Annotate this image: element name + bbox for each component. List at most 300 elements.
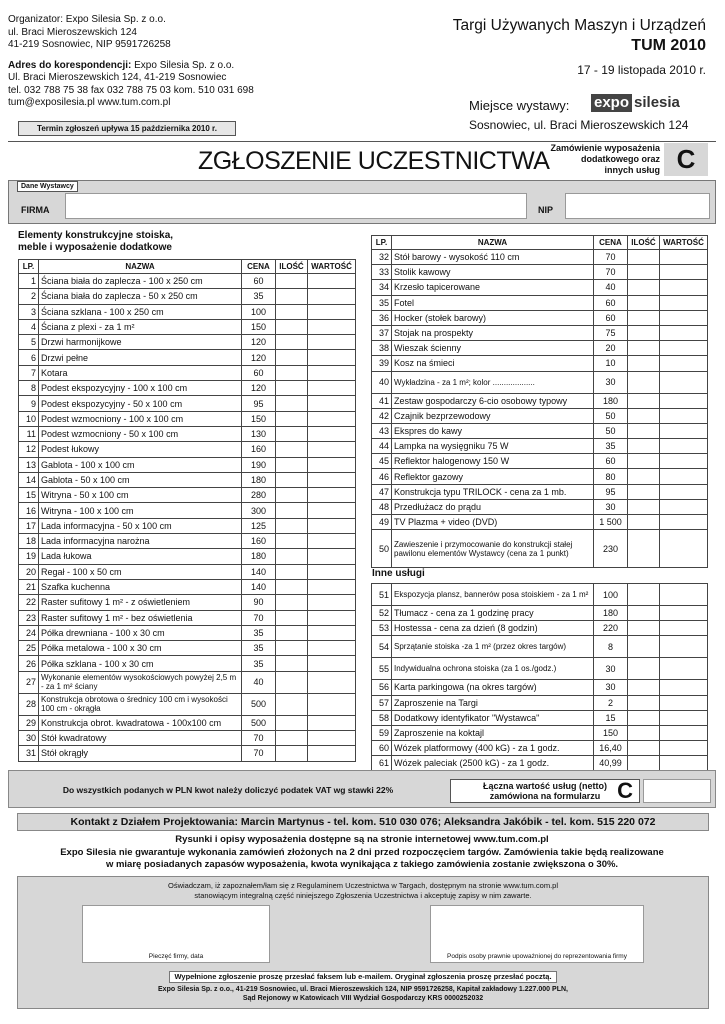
row-name: Zestaw gospodarczy 6-cio osobowy typowy — [392, 393, 594, 408]
row-lp: 27 — [19, 671, 39, 693]
row-lp: 39 — [372, 356, 392, 371]
row-price: 8 — [594, 636, 628, 658]
row-qty-input[interactable] — [628, 725, 660, 740]
header-value: WARTOŚĆ — [308, 260, 356, 274]
row-lp: 8 — [19, 381, 39, 396]
row-name: Zaproszenie na koktajl — [392, 725, 594, 740]
row-name: Ściana z plexi - za 1 m² — [39, 319, 242, 334]
row-value-input[interactable] — [308, 595, 356, 610]
row-qty-input[interactable] — [628, 499, 660, 514]
row-qty-input[interactable] — [276, 503, 308, 518]
row-value-input[interactable] — [660, 371, 708, 393]
right-table-header — [372, 236, 708, 250]
row-lp: 58 — [372, 710, 392, 725]
left-title-line2: meble i wyposażenie dodatkowe — [18, 242, 172, 253]
row-price: 15 — [594, 710, 628, 725]
row-name: Raster sufitowy 1 m² - z oświetleniem — [39, 595, 242, 610]
row-price: 70 — [594, 250, 628, 265]
row-qty-input[interactable] — [628, 310, 660, 325]
header-lp: LP. — [372, 236, 392, 250]
row-qty-input[interactable] — [628, 515, 660, 530]
row-qty-input[interactable] — [276, 610, 308, 625]
row-qty-input[interactable] — [276, 488, 308, 503]
row-value-input[interactable] — [660, 515, 708, 530]
row-price: 50 — [594, 408, 628, 423]
row-name: Konstrukcja obrotowa o średnicy 100 cm i wysokości 100 cm - okrągła — [39, 693, 242, 715]
row-lp: 20 — [19, 564, 39, 579]
row-qty-input[interactable] — [628, 756, 660, 771]
row-name: Wózek paleciak (2500 kG) - za 1 godz. — [392, 756, 594, 771]
table-row — [19, 472, 356, 487]
table-row — [19, 579, 356, 594]
row-qty-input[interactable] — [628, 454, 660, 469]
table-row — [372, 393, 708, 408]
row-value-input[interactable] — [660, 295, 708, 310]
row-price: 60 — [594, 295, 628, 310]
table-row — [19, 304, 356, 319]
company-info — [18, 985, 708, 1003]
row-lp: 24 — [19, 625, 39, 640]
row-qty-input[interactable] — [276, 426, 308, 441]
row-value-input[interactable] — [660, 393, 708, 408]
table-row — [19, 671, 356, 693]
row-value-input[interactable] — [308, 472, 356, 487]
row-qty-input[interactable] — [628, 371, 660, 393]
row-qty-input[interactable] — [628, 636, 660, 658]
row-lp: 10 — [19, 411, 39, 426]
row-value-input[interactable] — [660, 695, 708, 710]
row-value-input[interactable] — [308, 304, 356, 319]
table-row — [19, 488, 356, 503]
row-name: Witryna - 50 x 100 cm — [39, 488, 242, 503]
row-value-input[interactable] — [660, 356, 708, 371]
header-qty: ILOŚĆ — [276, 260, 308, 274]
row-qty-input[interactable] — [276, 564, 308, 579]
row-name: Ściana szklana - 100 x 250 cm — [39, 304, 242, 319]
event-name: TUM 2010 — [631, 37, 706, 54]
table-row — [19, 731, 356, 746]
table-row — [19, 595, 356, 610]
row-value-input[interactable] — [308, 746, 356, 761]
total-value-input[interactable] — [643, 779, 711, 803]
table-row — [372, 310, 708, 325]
row-name: Półka drewniana - 100 x 30 cm — [39, 625, 242, 640]
row-qty-input[interactable] — [276, 746, 308, 761]
table-row — [372, 423, 708, 438]
row-value-input[interactable] — [308, 579, 356, 594]
row-name: Reflektor gazowy — [392, 469, 594, 484]
table-row — [372, 695, 708, 710]
row-value-input[interactable] — [660, 725, 708, 740]
row-lp: 49 — [372, 515, 392, 530]
row-qty-input[interactable] — [628, 741, 660, 756]
event-dates: 17 - 19 listopada 2010 r. — [577, 63, 706, 77]
row-value-input[interactable] — [660, 741, 708, 756]
row-lp: 56 — [372, 680, 392, 695]
row-value-input[interactable] — [660, 341, 708, 356]
header-lp: LP. — [19, 260, 39, 274]
row-qty-input[interactable] — [276, 457, 308, 472]
row-value-input[interactable] — [660, 439, 708, 454]
row-price: 70 — [594, 265, 628, 280]
row-value-input[interactable] — [308, 549, 356, 564]
row-lp: 9 — [19, 396, 39, 411]
row-qty-input[interactable] — [628, 584, 660, 606]
row-name: Stojak na prospekty — [392, 325, 594, 340]
row-value-input[interactable] — [308, 564, 356, 579]
row-value-input[interactable] — [308, 350, 356, 365]
row-lp: 45 — [372, 454, 392, 469]
row-value-input[interactable] — [660, 636, 708, 658]
row-price: 35 — [242, 289, 276, 304]
row-qty-input[interactable] — [628, 658, 660, 680]
row-lp: 26 — [19, 656, 39, 671]
row-qty-input[interactable] — [628, 710, 660, 725]
row-value-input[interactable] — [660, 310, 708, 325]
row-price: 120 — [242, 335, 276, 350]
row-qty-input[interactable] — [276, 579, 308, 594]
row-qty-input[interactable] — [276, 442, 308, 457]
row-lp: 43 — [372, 423, 392, 438]
row-value-input[interactable] — [308, 365, 356, 380]
row-lp: 41 — [372, 393, 392, 408]
row-name: Czajnik bezprzewodowy — [392, 408, 594, 423]
row-value-input[interactable] — [308, 534, 356, 549]
row-price: 230 — [594, 530, 628, 568]
table-row — [372, 356, 708, 371]
header-qty: ILOŚĆ — [628, 236, 660, 250]
row-qty-input[interactable] — [628, 295, 660, 310]
row-value-input[interactable] — [308, 671, 356, 693]
row-price: 95 — [242, 396, 276, 411]
row-value-input[interactable] — [660, 469, 708, 484]
row-qty-input[interactable] — [276, 731, 308, 746]
row-qty-input[interactable] — [628, 341, 660, 356]
table-row — [19, 381, 356, 396]
corr-street: Ul. Braci Mieroszewskich 124, 41-219 Sosnowiec — [8, 72, 227, 83]
row-price: 150 — [242, 411, 276, 426]
row-name: Konstrukcja obrot. kwadratowa - 100x100 cm — [39, 715, 242, 730]
totals-section — [8, 770, 716, 808]
row-value-input[interactable] — [660, 621, 708, 636]
row-price: 220 — [594, 621, 628, 636]
row-value-input[interactable] — [308, 503, 356, 518]
venue-address: Sosnowiec, ul. Braci Mieroszewskich 124 — [469, 118, 689, 132]
corr-phones: tel. 032 788 75 38 fax 032 788 75 03 kom. 510 031 698 — [8, 84, 254, 96]
total-line2: zamówiona na formularzu — [489, 791, 601, 801]
row-qty-input[interactable] — [276, 274, 308, 289]
firm-label: FIRMA — [21, 205, 50, 215]
row-name: Lada informacyjna narożna — [39, 534, 242, 549]
row-qty-input[interactable] — [628, 621, 660, 636]
corr-value: Expo Silesia Sp. z o.o. — [134, 59, 235, 71]
table-row — [372, 408, 708, 423]
row-name: Stół okrągły — [39, 746, 242, 761]
header-price: CENA — [594, 236, 628, 250]
note-guarantee: Expo Silesia nie gwarantuje wykonania zamówień złożonych na 2 dni przed rozpoczęciem targów. Zamówienia takie będą realizowane — [60, 846, 664, 858]
row-qty-input[interactable] — [628, 265, 660, 280]
row-lp: 54 — [372, 636, 392, 658]
row-price: 140 — [242, 564, 276, 579]
row-name: Indywidualna ochrona stoiska (za 1 os./godz.) — [392, 658, 594, 680]
row-value-input[interactable] — [660, 250, 708, 265]
row-name: Tłumacz - cena za 1 godzinę pracy — [392, 606, 594, 621]
row-name: Lada informacyjna - 50 x 100 cm — [39, 518, 242, 533]
table-row — [19, 426, 356, 441]
signature-field[interactable] — [430, 905, 644, 963]
row-value-input[interactable] — [660, 325, 708, 340]
contact-bar: Kontakt z Działem Projektowania: Marcin Martynus - tel. kom. 510 030 076; Aleksandra Jakóbik - tel. kom. 515 220 072 — [17, 813, 709, 831]
row-name: Hostessa - cena za dzień (8 godzin) — [392, 621, 594, 636]
row-qty-input[interactable] — [276, 715, 308, 730]
row-value-input[interactable] — [308, 457, 356, 472]
row-qty-input[interactable] — [276, 365, 308, 380]
row-value-input[interactable] — [660, 423, 708, 438]
table-row — [372, 606, 708, 621]
table-row — [19, 365, 356, 380]
row-price: 35 — [242, 625, 276, 640]
row-lp: 38 — [372, 341, 392, 356]
row-value-input[interactable] — [308, 715, 356, 730]
row-value-input[interactable] — [660, 658, 708, 680]
row-qty-input[interactable] — [276, 518, 308, 533]
row-value-input[interactable] — [660, 756, 708, 771]
row-lp: 50 — [372, 530, 392, 568]
row-name: Regał - 100 x 50 cm — [39, 564, 242, 579]
firm-input[interactable] — [65, 193, 527, 219]
row-name: Reflektor halogenowy 150 W — [392, 454, 594, 469]
right-items-table — [371, 235, 708, 568]
row-value-input[interactable] — [660, 484, 708, 499]
row-qty-input[interactable] — [276, 350, 308, 365]
row-price: 70 — [242, 610, 276, 625]
row-value-input[interactable] — [660, 680, 708, 695]
left-items-table — [18, 259, 356, 762]
row-price: 60 — [594, 454, 628, 469]
row-value-input[interactable] — [308, 656, 356, 671]
row-name: Stolik kawowy — [392, 265, 594, 280]
row-name: Ekspres do kawy — [392, 423, 594, 438]
row-name: Przedłużacz do prądu — [392, 499, 594, 514]
table-row — [372, 439, 708, 454]
header-value: WARTOŚĆ — [660, 236, 708, 250]
table-row — [19, 715, 356, 730]
row-price: 75 — [594, 325, 628, 340]
row-lp: 61 — [372, 756, 392, 771]
subtitle-line1: Zamówienie wyposażenia — [550, 143, 660, 153]
row-price: 1 500 — [594, 515, 628, 530]
row-value-input[interactable] — [308, 335, 356, 350]
table-row — [372, 515, 708, 530]
row-name: Ściana biała do zaplecza - 100 x 250 cm — [39, 274, 242, 289]
row-price: 30 — [594, 680, 628, 695]
row-lp: 16 — [19, 503, 39, 518]
row-qty-input[interactable] — [276, 625, 308, 640]
row-lp: 18 — [19, 534, 39, 549]
nip-label: NIP — [538, 205, 554, 215]
row-name: Dodatkowy identyfikator "Wystawca" — [392, 710, 594, 725]
table-row — [372, 341, 708, 356]
stamp-label: Pieczęć firmy, data — [148, 953, 204, 960]
row-value-input[interactable] — [308, 381, 356, 396]
row-value-input[interactable] — [660, 710, 708, 725]
row-value-input[interactable] — [308, 319, 356, 334]
row-qty-input[interactable] — [628, 695, 660, 710]
row-qty-input[interactable] — [276, 656, 308, 671]
row-name: Stół kwadratowy — [39, 731, 242, 746]
row-price: 150 — [594, 725, 628, 740]
row-qty-input[interactable] — [276, 304, 308, 319]
row-qty-input[interactable] — [276, 671, 308, 693]
row-value-input[interactable] — [660, 265, 708, 280]
row-value-input[interactable] — [308, 641, 356, 656]
table-row — [372, 280, 708, 295]
row-qty-input[interactable] — [276, 595, 308, 610]
row-value-input[interactable] — [308, 488, 356, 503]
row-value-input[interactable] — [308, 442, 356, 457]
row-qty-input[interactable] — [628, 408, 660, 423]
row-lp: 22 — [19, 595, 39, 610]
subtitle-line3: innych usług — [604, 165, 660, 175]
row-value-input[interactable] — [308, 731, 356, 746]
row-value-input[interactable] — [660, 408, 708, 423]
row-qty-input[interactable] — [276, 411, 308, 426]
row-lp: 29 — [19, 715, 39, 730]
row-qty-input[interactable] — [276, 534, 308, 549]
row-qty-input[interactable] — [276, 549, 308, 564]
left-section-title — [18, 230, 173, 254]
row-qty-input[interactable] — [276, 396, 308, 411]
row-price: 70 — [242, 746, 276, 761]
left-title-line1: Elementy konstrukcyjne stoiska, — [18, 230, 174, 241]
row-lp: 60 — [372, 741, 392, 756]
correspondence-address — [8, 60, 338, 73]
table-row — [372, 265, 708, 280]
signature-label: Podpis osoby prawnie upoważnionej do reprezentowania firmy — [447, 953, 627, 960]
row-value-input[interactable] — [660, 584, 708, 606]
row-price: 50 — [594, 423, 628, 438]
form-subtitle — [520, 143, 660, 176]
header-price: CENA — [242, 260, 276, 274]
row-qty-input[interactable] — [628, 680, 660, 695]
row-qty-input[interactable] — [628, 250, 660, 265]
row-value-input[interactable] — [660, 606, 708, 621]
note-surcharge: w miarę posiadanych zapasów wyposażenia, kwota wynikająca z takiego zamówienia zostanie zwiększona o 30%. — [105, 859, 619, 870]
row-price: 60 — [242, 274, 276, 289]
row-value-input[interactable] — [660, 530, 708, 568]
row-qty-input[interactable] — [628, 439, 660, 454]
row-price: 60 — [594, 310, 628, 325]
table-row — [19, 335, 356, 350]
total-label — [450, 779, 640, 803]
row-lp: 30 — [19, 731, 39, 746]
row-qty-input[interactable] — [276, 289, 308, 304]
row-name: Zawieszenie i przymocowanie do konstrukcji stałej pawilonu elementów Wystawcy (cena za 1 punkt) — [392, 530, 594, 568]
exhibitor-data-tab: Dane Wystawcy — [17, 181, 78, 192]
row-name: Podest wzmocniony - 100 x 100 cm — [39, 411, 242, 426]
row-qty-input[interactable] — [628, 423, 660, 438]
row-lp: 2 — [19, 289, 39, 304]
row-qty-input[interactable] — [628, 280, 660, 295]
row-qty-input[interactable] — [276, 472, 308, 487]
table-row — [372, 530, 708, 568]
row-name: Stół barowy - wysokość 110 cm — [392, 250, 594, 265]
row-name: Gablota - 50 x 100 cm — [39, 472, 242, 487]
row-value-input[interactable] — [308, 396, 356, 411]
row-value-input[interactable] — [308, 518, 356, 533]
row-lp: 17 — [19, 518, 39, 533]
table-row — [19, 411, 356, 426]
row-lp: 5 — [19, 335, 39, 350]
row-lp: 40 — [372, 371, 392, 393]
row-price: 180 — [594, 606, 628, 621]
row-qty-input[interactable] — [628, 393, 660, 408]
stamp-field[interactable] — [82, 905, 270, 963]
row-qty-input[interactable] — [628, 606, 660, 621]
row-lp: 36 — [372, 310, 392, 325]
row-lp: 15 — [19, 488, 39, 503]
row-value-input[interactable] — [308, 411, 356, 426]
table-row — [372, 621, 708, 636]
row-price: 125 — [242, 518, 276, 533]
row-lp: 4 — [19, 319, 39, 334]
row-value-input[interactable] — [660, 280, 708, 295]
row-value-input[interactable] — [308, 693, 356, 715]
row-value-input[interactable] — [660, 454, 708, 469]
row-qty-input[interactable] — [628, 356, 660, 371]
row-qty-input[interactable] — [628, 469, 660, 484]
send-note: Wypełnione zgłoszenie proszę przesłać faksem lub e-mailem. Oryginał zgłoszenia proszę przesłać pocztą. — [169, 971, 557, 983]
row-name: Karta parkingowa (na okres targów) — [392, 680, 594, 695]
row-value-input[interactable] — [308, 274, 356, 289]
row-value-input[interactable] — [308, 426, 356, 441]
row-name: Wykonanie elementów wysokościowych powyżej 2,5 m - za 1 m² ściany — [39, 671, 242, 693]
row-price: 30 — [594, 499, 628, 514]
row-lp: 35 — [372, 295, 392, 310]
row-qty-input[interactable] — [276, 693, 308, 715]
row-qty-input[interactable] — [628, 325, 660, 340]
row-lp: 48 — [372, 499, 392, 514]
row-name: Lampka na wysięgniku 75 W — [392, 439, 594, 454]
row-qty-input[interactable] — [628, 484, 660, 499]
corr-email: tum@exposilesia.pl www.tum.com.pl — [8, 97, 171, 108]
row-lp: 3 — [19, 304, 39, 319]
row-qty-input[interactable] — [276, 335, 308, 350]
row-lp: 33 — [372, 265, 392, 280]
row-value-input[interactable] — [308, 625, 356, 640]
table-row — [19, 656, 356, 671]
row-price: 280 — [242, 488, 276, 503]
row-name: Ekspozycja plansz, bannerów posa stoiskiem - za 1 m² — [392, 584, 594, 606]
row-qty-input[interactable] — [276, 319, 308, 334]
exhibitor-section — [8, 180, 716, 224]
row-lp: 47 — [372, 484, 392, 499]
row-lp: 44 — [372, 439, 392, 454]
logo-silesia: silesia — [634, 94, 680, 111]
row-qty-input[interactable] — [276, 381, 308, 396]
row-value-input[interactable] — [308, 289, 356, 304]
row-price: 160 — [242, 534, 276, 549]
nip-input[interactable] — [565, 193, 710, 219]
row-name: Podest ekspozycyjny - 50 x 100 cm — [39, 396, 242, 411]
row-qty-input[interactable] — [628, 530, 660, 568]
row-value-input[interactable] — [660, 499, 708, 514]
row-lp: 52 — [372, 606, 392, 621]
row-name: Krzesło tapicerowane — [392, 280, 594, 295]
row-qty-input[interactable] — [276, 641, 308, 656]
left-table-header — [19, 260, 356, 274]
row-value-input[interactable] — [308, 610, 356, 625]
